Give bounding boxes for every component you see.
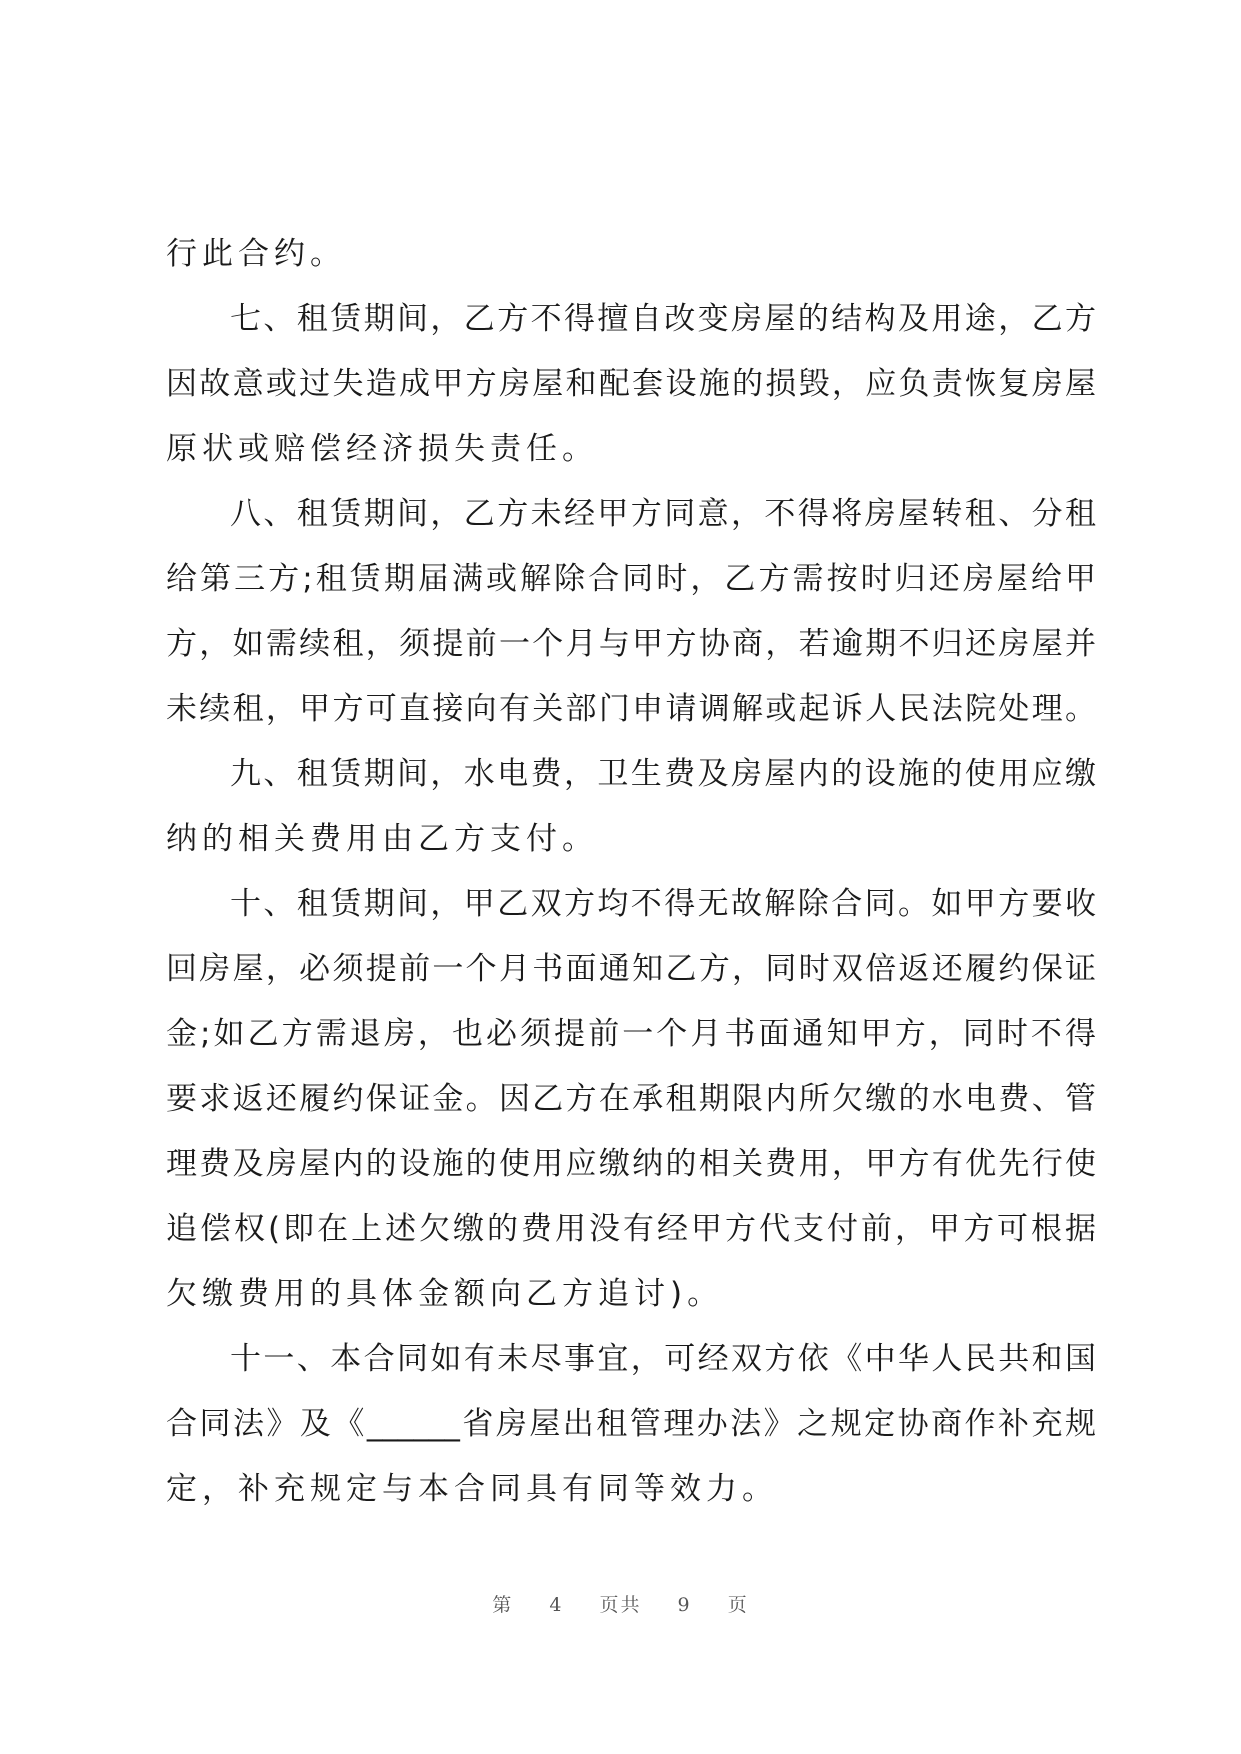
text-line: 纳的相关费用由乙方支付。 [166,821,598,857]
total-pages-number: 9 [677,1594,692,1616]
paragraph-continuation [166,222,1096,287]
clause-8 [166,482,1096,742]
text-line: 七、租赁期间，乙方不得擅自改变房屋的结构及用途，乙方 [230,301,1096,337]
text-line: 十一、本合同如有未尽事宜，可经双方依《中华人民共和国 [230,1341,1096,1377]
clause-9 [166,742,1096,872]
text-line: 金;如乙方需退房，也必须提前一个月书面通知甲方，同时不得 [166,1016,1096,1052]
page-number-footer [0,1590,1241,1617]
text-line: 合同法》及《______省房屋出租管理办法》之规定协商作补充规 [166,1406,1096,1442]
current-page-number: 4 [549,1594,564,1616]
text-line: 定，补充规定与本合同具有同等效力。 [166,1471,778,1507]
text-line: 八、租赁期间，乙方未经甲方同意，不得将房屋转租、分租 [230,496,1096,532]
text-line: 方，如需续租，须提前一个月与甲方协商，若逾期不归还房屋并 [166,626,1096,662]
text-line: 理费及房屋内的设施的使用应缴纳的相关费用，甲方有优先行使 [166,1146,1096,1182]
footer-middle: 页共 [599,1594,642,1616]
text-line: 因故意或过失造成甲方房屋和配套设施的损毁，应负责恢复房屋 [166,366,1096,402]
text-line: 给第三方;租赁期届满或解除合同时，乙方需按时归还房屋给甲 [166,561,1096,597]
clause-10 [166,872,1096,1327]
clause-11 [166,1327,1096,1522]
text-line: 行此合约。 [166,236,346,272]
text-line: 九、租赁期间，水电费，卫生费及房屋内的设施的使用应缴 [230,756,1096,792]
text-line: 要求返还履约保证金。因乙方在承租期限内所欠缴的水电费、管 [166,1081,1096,1117]
footer-suffix: 页 [727,1594,749,1616]
text-line: 十、租赁期间，甲乙双方均不得无故解除合同。如甲方要收 [230,886,1096,922]
document-body [166,222,1096,1522]
text-line: 原状或赔偿经济损失责任。 [166,431,598,467]
text-line: 回房屋，必须提前一个月书面通知乙方，同时双倍返还履约保证 [166,951,1096,987]
text-line: 追偿权(即在上述欠缴的费用没有经甲方代支付前，甲方可根据 [166,1211,1096,1247]
text-line: 欠缴费用的具体金额向乙方追讨)。 [166,1276,724,1312]
text-line: 未续租，甲方可直接向有关部门申请调解或起诉人民法院处理。 [166,691,1096,727]
clause-7 [166,287,1096,482]
footer-prefix: 第 [492,1594,514,1616]
